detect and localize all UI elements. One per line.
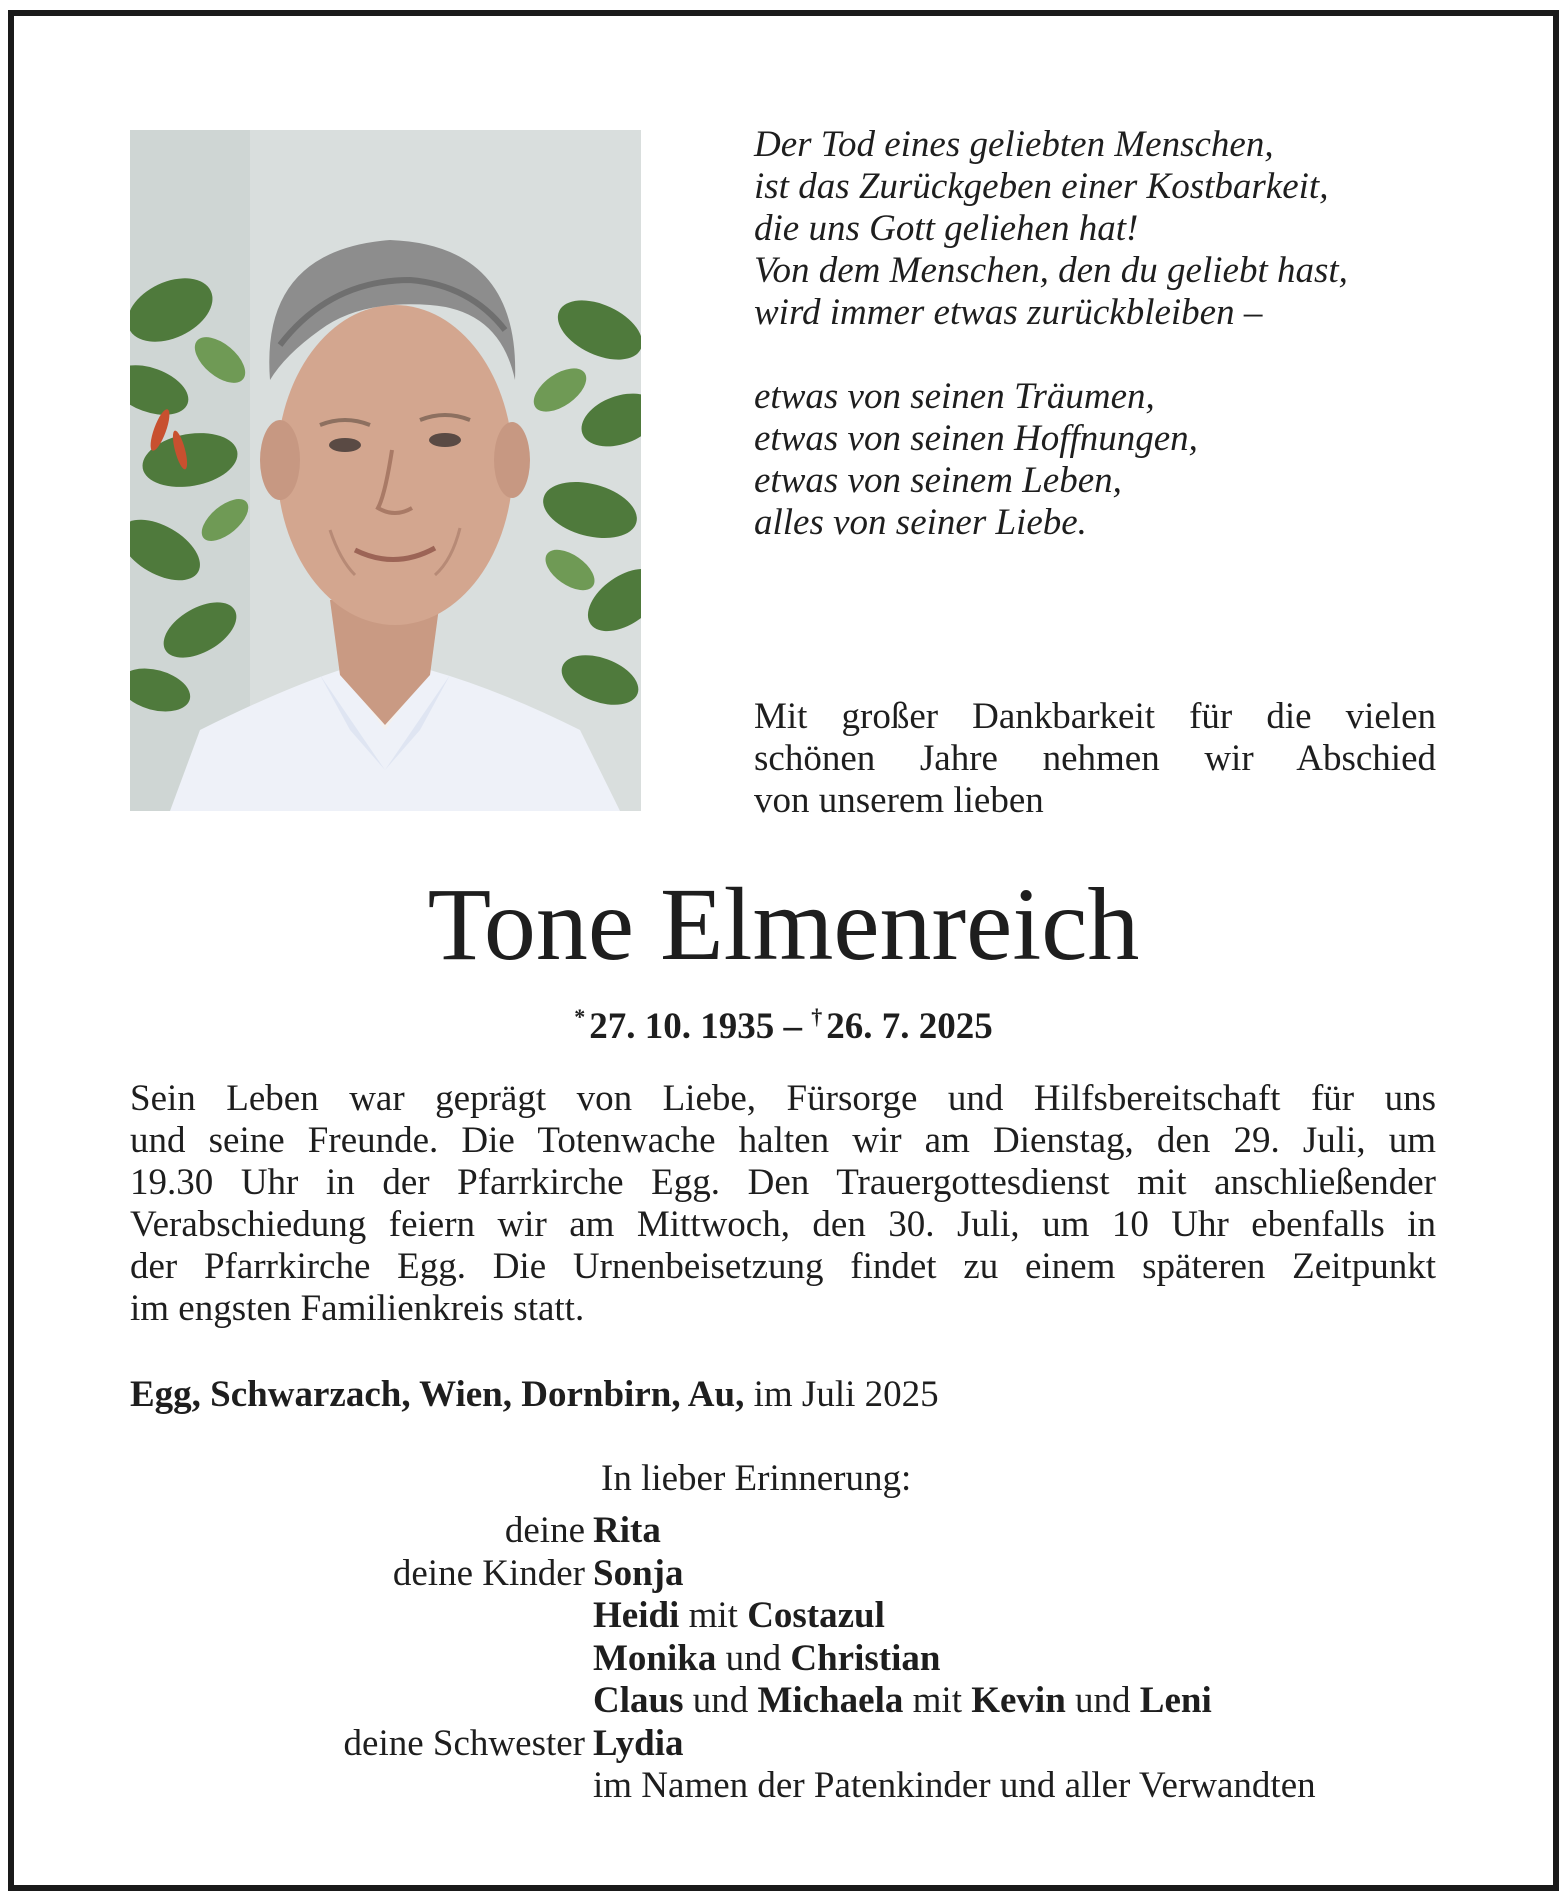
stanza-break — [754, 334, 1474, 376]
poem-line: Der Tod eines geliebten Menschen, — [754, 124, 1274, 165]
farewell-intro — [754, 696, 1436, 822]
closing-line: im Namen der Patenkinder und aller Verwandten — [593, 1765, 1316, 1806]
portrait-photo — [130, 130, 641, 811]
body-line: Verabschiedung feiern wir am Mittwoch, den 30. Juli, um 10 Uhr ebenfalls in — [130, 1204, 1436, 1245]
survivor-name: Lydia — [593, 1722, 684, 1764]
birth-symbol: * — [574, 1004, 586, 1029]
death-date: 26. 7. 2025 — [826, 1006, 993, 1047]
survivor-name: Leni — [1139, 1680, 1212, 1721]
poem-line: die uns Gott geliehen hat! — [754, 208, 1139, 249]
relation-label: deine Kinder — [392, 1552, 585, 1594]
joiner: und — [1075, 1680, 1131, 1721]
joiner: und — [692, 1680, 749, 1721]
poem-line: wird immer etwas zurückbleiben – — [754, 292, 1263, 333]
survivor-row — [100, 1680, 1500, 1723]
survivor-name: Claus — [593, 1680, 684, 1721]
poem-line: etwas von seinen Hoffnungen, — [754, 418, 1198, 459]
joiner: und — [725, 1637, 782, 1679]
birth-date: 27. 10. 1935 — [589, 1006, 775, 1047]
relation-label: deine — [504, 1510, 585, 1551]
survivor-name: Costazul — [747, 1595, 885, 1636]
joiner: mit — [912, 1680, 962, 1721]
survivor-name: Rita — [593, 1510, 661, 1551]
intro-line: Mit großer Dankbarkeit für die vielen — [754, 696, 1436, 737]
survivors-list — [100, 1510, 1500, 1808]
service-details — [130, 1078, 1436, 1330]
poem-line: Von dem Menschen, den du geliebt hast, — [754, 250, 1348, 291]
survivor-name: Heidi — [593, 1595, 680, 1636]
survivor-name: Monika — [593, 1637, 717, 1679]
survivor-row — [100, 1638, 1500, 1681]
issue-date: im Juli 2025 — [753, 1374, 939, 1415]
survivor-name: Michaela — [757, 1680, 904, 1721]
memorial-poem — [754, 124, 1474, 544]
survivor-name: Christian — [790, 1637, 941, 1679]
place-and-date — [130, 1373, 1436, 1417]
date-separator: – — [783, 1006, 802, 1047]
deceased-name: Tone Elmenreich — [427, 867, 1140, 982]
poem-line: alles von seiner Liebe. — [754, 502, 1087, 543]
body-line: der Pfarrkirche Egg. Die Urnenbeisetzung findet zu einem späteren Zeitpunkt — [130, 1246, 1436, 1287]
poem-line: ist das Zurückgeben einer Kostbarkeit, — [754, 166, 1329, 207]
intro-line: schönen Jahre nehmen wir Abschied — [754, 738, 1436, 779]
survivor-row — [100, 1553, 1500, 1596]
body-line: im engsten Familienkreis statt. — [130, 1288, 585, 1329]
places: Egg, Schwarzach, Wien, Dornbirn, Au, — [130, 1374, 745, 1415]
survivor-row — [100, 1765, 1500, 1808]
memory-heading: In lieber Erinnerung: — [601, 1458, 912, 1499]
death-symbol: † — [811, 1004, 823, 1029]
joiner: mit — [688, 1595, 738, 1636]
poem-line: etwas von seinem Leben, — [754, 460, 1122, 501]
intro-line: von unserem lieben — [754, 780, 1044, 821]
relation-label: deine Schwester — [343, 1722, 585, 1764]
survivor-row — [100, 1510, 1500, 1553]
survivor-row — [100, 1595, 1500, 1638]
life-dates — [0, 995, 1567, 1049]
survivor-name: Kevin — [971, 1680, 1066, 1721]
survivor-row — [100, 1723, 1500, 1766]
body-line: und seine Freunde. Die Totenwache halten wir am Dienstag, den 29. Juli, um — [130, 1120, 1436, 1161]
body-line: Sein Leben war geprägt von Liebe, Fürsorge und Hilfsbereitschaft für uns — [130, 1078, 1436, 1119]
body-line: 19.30 Uhr in der Pfarrkirche Egg. Den Trauergottesdienst mit anschließender — [130, 1162, 1436, 1203]
survivor-name: Sonja — [593, 1552, 684, 1594]
poem-line: etwas von seinen Träumen, — [754, 376, 1155, 417]
